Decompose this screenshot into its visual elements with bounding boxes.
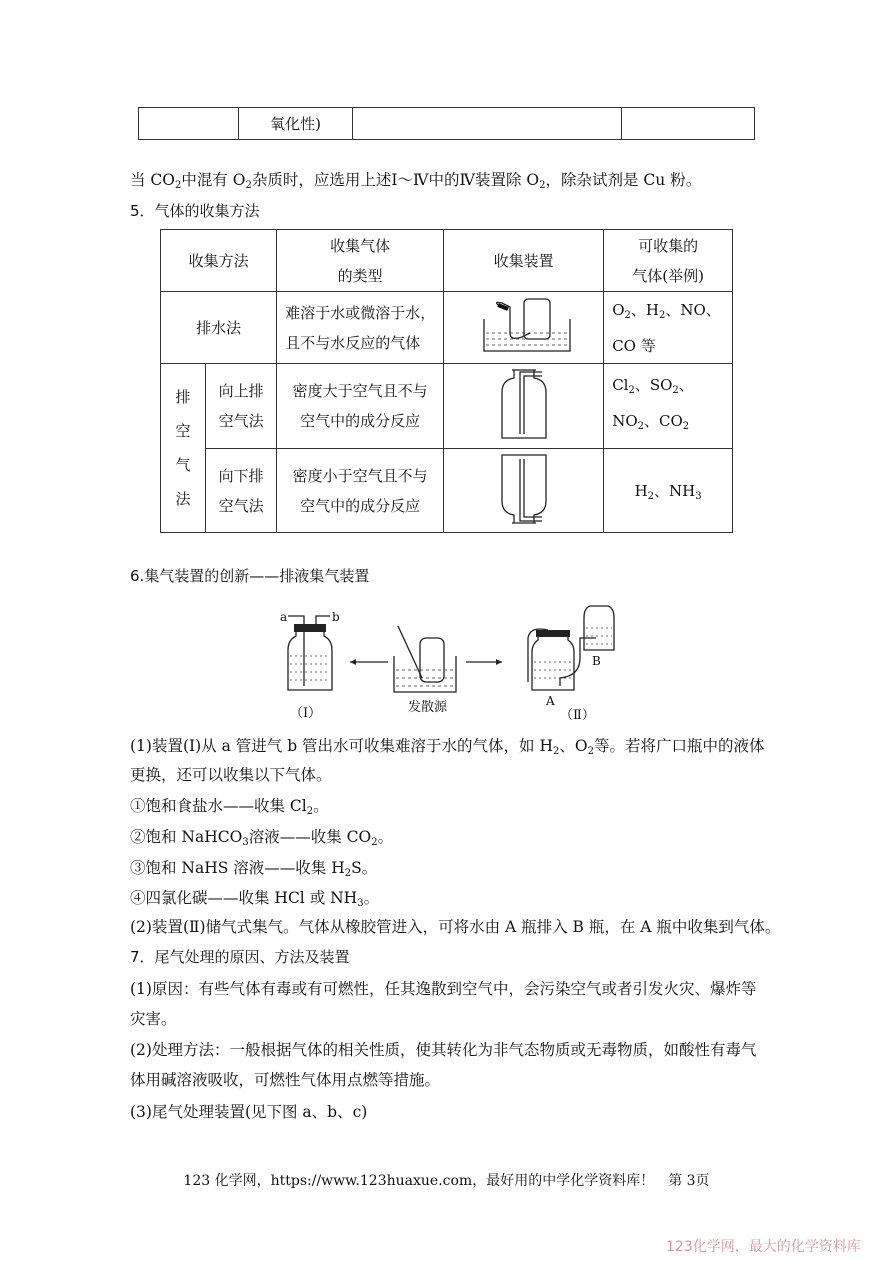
- paragraph-1-line2: 更换，还可以收集以下气体。: [130, 766, 332, 784]
- method-line2: 体用碱溶液吸收，可燃性气体用点燃等措施。: [130, 1071, 441, 1089]
- air-method-group: 排 空 气 法: [161, 364, 206, 533]
- water-device: [444, 292, 604, 364]
- upward-type: 密度大于空气且不与 空气中的成分反应: [277, 364, 444, 449]
- water-type: 难溶于水或微溶于水， 且不与水反应的气体: [277, 292, 444, 364]
- top-table: [138, 107, 755, 140]
- water-displacement-icon: [474, 295, 574, 357]
- label-device-I: （Ⅰ）: [290, 706, 322, 721]
- item-3: ③饱和 NaHS 溶液——收集 $H_2S$。: [130, 859, 378, 879]
- upward-bottle-icon: [494, 366, 554, 442]
- collection-table: [160, 229, 733, 533]
- reason-line2: 灾害。: [130, 1010, 177, 1028]
- item-4: ④四氯化碳——收集 HCl 或 $NH_3$。: [130, 889, 380, 909]
- downward-examples: $H_2$、$NH_3$: [604, 449, 733, 533]
- upward-examples: $Cl_2$、$SO_2$、 $NO_2$、$CO_2$: [604, 364, 733, 449]
- reason-line1: (1)原因：有些气体有毒或有可燃性，任其逸散到空气中，会污染空气或者引发火灾、爆炸等: [130, 980, 757, 998]
- header-examples: 可收集的 气体(举例): [604, 230, 733, 292]
- method-line1: (2)处理方法：一般根据气体的相关性质，使其转化为非气态物质或无毒物质，如酸性有毒气: [130, 1041, 757, 1059]
- paragraph-2: (2)装置(Ⅱ)储气式集气。气体从橡胶管进入，可将水由 A 瓶排入 B 瓶，在 A 瓶中收集到气体。: [130, 918, 781, 936]
- item-1: ①饱和食盐水——收集 $Cl_2$。: [130, 797, 329, 817]
- downward-method: 向下排 空气法: [206, 449, 277, 533]
- watermark: 123化学网，最大的化学资料库: [666, 1239, 861, 1255]
- paragraph-1: (1)装置(Ⅰ)从 a 管进气 b 管出水可收集难溶于水的气体，如 $H_2$、$O_2$等。若将广口瓶中的液体: [130, 737, 765, 757]
- item-2: ②饱和 NaHCO$_3$溶液——收集 $CO_2$。: [130, 828, 394, 848]
- section-6-title: 6.集气装置的创新——排液集气装置: [130, 567, 370, 585]
- water-examples: $O_2$、$H_2$、NO、 CO 等: [604, 292, 733, 364]
- top-table-cell: 氧化性): [239, 108, 353, 140]
- section-5-title: 5．气体的收集方法: [130, 202, 260, 220]
- page-footer: 123 化学网，https://www.123huaxue.com，最好用的中学化学资料库！ 第 3页: [183, 1173, 710, 1189]
- paragraph-co2: 当 $CO_2$中混有 $O_2$杂质时，应选用上述Ⅰ～Ⅳ中的Ⅳ装置除 $O_2$，除杂试剂是 Cu 粉。: [130, 171, 702, 191]
- section-7-title: 7．尾气处理的原因、方法及装置: [130, 948, 350, 966]
- header-type: 收集气体 的类型: [277, 230, 444, 292]
- downward-type: 密度小于空气且不与 空气中的成分反应: [277, 449, 444, 533]
- device-line: (3)尾气处理装置(见下图 a、b、c): [130, 1103, 368, 1121]
- header-method: 收集方法: [161, 230, 277, 292]
- downward-bottle-icon: [494, 451, 554, 527]
- upward-device: [444, 364, 604, 449]
- label-A: A: [546, 694, 555, 708]
- upward-method: 向上排 空气法: [206, 364, 277, 449]
- downward-device: [444, 449, 604, 533]
- label-B: B: [592, 654, 601, 668]
- label-b: b: [332, 610, 340, 624]
- gas-collection-figure: [270, 598, 630, 724]
- water-method: 排水法: [161, 292, 277, 364]
- label-device-II: （Ⅱ）: [560, 708, 595, 723]
- label-a: a: [280, 610, 288, 624]
- label-source: 发散源: [408, 700, 448, 715]
- header-device: 收集装置: [444, 230, 604, 292]
